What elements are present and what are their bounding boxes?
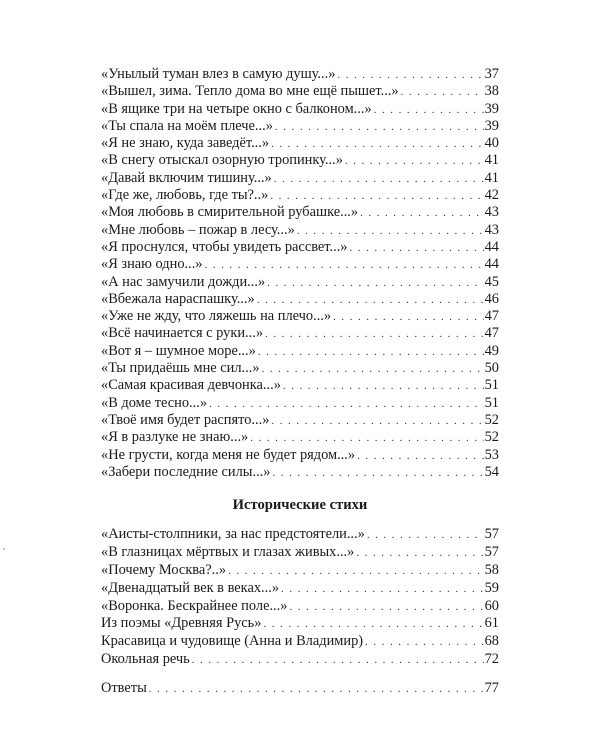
dot-leader (283, 378, 484, 395)
dot-leader (374, 102, 484, 119)
toc-entry-page-number: 39 (484, 100, 499, 117)
toc-entry-page-number: 42 (484, 187, 499, 204)
toc-entry-page-number: 41 (484, 169, 499, 186)
toc-entry-title: «Я проснулся, чтобы увидеть рассвет...» (101, 238, 348, 255)
toc-entry (101, 204, 499, 221)
dot-leader (367, 527, 484, 545)
toc-entry (101, 187, 499, 204)
dot-leader (357, 448, 484, 465)
toc-entry-page-number: 41 (484, 152, 499, 169)
toc-historical-list (101, 526, 499, 669)
toc-entry-title: «В глазницах мёртвых и глазах живых...» (101, 543, 355, 560)
toc-entry (101, 651, 499, 669)
toc-entry (101, 464, 499, 481)
dot-leader (333, 309, 484, 326)
toc-entry (101, 118, 499, 135)
toc-entry (101, 222, 499, 239)
toc-entry (101, 412, 499, 429)
toc-entry-page-number: 61 (484, 615, 499, 632)
toc-entry (101, 395, 499, 412)
toc-entry (101, 447, 499, 464)
toc-entry-title: «Давай включим тишину...» (101, 169, 272, 186)
toc-entry-title: «А нас замучили дожди...» (101, 273, 266, 290)
toc-entry-title: «Вот я – шумное море...» (101, 342, 256, 359)
dot-leader (228, 563, 484, 581)
dot-leader (281, 581, 484, 599)
toc-entry-title: Ответы (101, 680, 147, 696)
toc-answers-list (101, 680, 499, 697)
toc-entry-title: «Где же, любовь, где ты?..» (101, 187, 269, 204)
dot-leader (345, 153, 484, 170)
toc-entry-page-number: 52 (484, 411, 499, 428)
toc-entry (101, 343, 499, 360)
toc-entry-page-number: 44 (484, 238, 499, 255)
toc-entry (101, 615, 499, 633)
toc-entry-title: «Моя любовь в смирительной рубашке...» (101, 204, 359, 221)
toc-entry-page-number: 49 (484, 342, 499, 359)
toc-entry (101, 562, 499, 580)
toc-entry-title: «Ты придаёшь мне сил...» (101, 360, 260, 377)
toc-entry-page-number: 37 (484, 66, 499, 82)
toc-entry-page-number: 77 (484, 680, 499, 696)
toc-entry-page-number: 60 (484, 597, 499, 614)
toc-entry-page-number: 43 (484, 204, 499, 221)
dot-leader (205, 257, 484, 274)
toc-entry (101, 239, 499, 256)
toc-entry (101, 66, 499, 83)
toc-entry-page-number: 39 (484, 117, 499, 134)
dot-leader (258, 344, 484, 361)
dot-leader (274, 171, 484, 188)
dot-leader (265, 326, 484, 343)
toc-entry-page-number: 40 (484, 135, 499, 152)
toc-entry-title: «Воронка. Бескрайнее поле...» (101, 597, 288, 614)
toc-main-list (101, 66, 499, 481)
toc-entry (101, 526, 499, 544)
toc-entry (101, 680, 499, 697)
toc-entry (101, 429, 499, 446)
toc-entry (101, 360, 499, 377)
section-heading: Исторические стихи (232, 497, 368, 513)
toc-entry-title: «В доме тесно...» (101, 394, 208, 411)
toc-entry-title: «Не грусти, когда меня не будет рядом...» (101, 446, 356, 463)
toc-entry (101, 633, 499, 651)
dot-leader (257, 292, 484, 309)
dot-leader (262, 361, 484, 378)
toc-entry-title: «Твоё имя будет распято...» (101, 411, 270, 428)
toc-entry-title: «Унылый туман влез в самую душу...» (101, 66, 336, 82)
toc-entry (101, 135, 499, 152)
dot-leader (192, 652, 484, 670)
toc-entry-title: «Ты спала на моём плече...» (101, 117, 273, 134)
toc-entry-title: «В ящике три на четыре окно с балконом...» (101, 100, 372, 117)
toc-entry-title: «Забери последние силы...» (101, 463, 271, 480)
toc-entry (101, 377, 499, 394)
toc-entry-page-number: 59 (484, 579, 499, 596)
dot-leader (350, 240, 484, 257)
toc-entry-page-number: 53 (484, 446, 499, 463)
dot-leader (365, 634, 484, 652)
toc-entry-title: «Самая красивая девчонка...» (101, 377, 281, 394)
toc-entry-title: Окольная речь (101, 651, 190, 668)
toc-entry (101, 274, 499, 291)
toc-entry-title: «Я не знаю, куда заведёт...» (101, 135, 270, 152)
toc-entry-page-number: 51 (484, 394, 499, 411)
toc-entry (101, 170, 499, 187)
toc-entry-page-number: 50 (484, 360, 499, 377)
toc-entry-page-number: 58 (484, 561, 499, 578)
toc-entry-page-number: 43 (484, 221, 499, 238)
toc-entry-title: «Всё начинается с руки...» (101, 325, 264, 342)
toc-entry-page-number: 72 (484, 651, 499, 668)
toc-entry-page-number: 54 (484, 463, 499, 480)
dot-leader (149, 681, 484, 698)
dot-leader (272, 465, 483, 482)
dot-leader (209, 396, 484, 413)
toc-entry (101, 291, 499, 308)
dot-leader (337, 67, 483, 84)
dot-leader (297, 223, 484, 240)
dot-leader (271, 136, 484, 153)
toc-entry-title: «Я знаю одно...» (101, 256, 203, 273)
toc-entry-title: «Почему Москва?..» (101, 561, 227, 578)
toc-entry (101, 308, 499, 325)
toc-entry-page-number: 57 (484, 543, 499, 560)
dot-leader (360, 205, 484, 222)
toc-entry-title: «В снегу отыскал озорную тропинку...» (101, 152, 343, 169)
dot-leader (356, 545, 483, 563)
dot-leader (275, 119, 484, 136)
scan-speck (3, 548, 5, 550)
dot-leader (289, 599, 483, 617)
toc-entry-title: «Мне любовь – пожар в лесу...» (101, 221, 295, 238)
toc-entry-title: «Я в разлуке не знаю...» (101, 429, 249, 446)
toc-entry-title: «Двенадцатый век в веках...» (101, 579, 280, 596)
toc-entry-page-number: 44 (484, 256, 499, 273)
toc-entry-title: «Вбежала нараспашку...» (101, 290, 255, 307)
toc-entry-title: «Аисты-столпники, за нас предстоятели...» (101, 526, 365, 542)
toc-entry-page-number: 46 (484, 290, 499, 307)
toc-entry (101, 580, 499, 598)
toc-entry-page-number: 38 (484, 83, 499, 100)
toc-entry (101, 152, 499, 169)
dot-leader (401, 84, 484, 101)
toc-entry-page-number: 47 (484, 308, 499, 325)
toc-entry-title: Из поэмы «Древняя Русь» (101, 615, 262, 632)
toc-entry (101, 598, 499, 616)
toc-entry-page-number: 68 (484, 633, 499, 650)
dot-leader (270, 188, 483, 205)
toc-entry-page-number: 47 (484, 325, 499, 342)
toc-entry-title: «Уже не жду, что ляжешь на плечо...» (101, 308, 332, 325)
toc-entry-title: «Вышел, зима. Тепло дома во мне ещё пышет...» (101, 83, 399, 100)
dot-leader (263, 616, 483, 634)
toc-entry (101, 83, 499, 100)
dot-leader (267, 275, 483, 292)
toc-entry-page-number: 51 (484, 377, 499, 394)
toc-entry-title: Красавица и чудовище (Анна и Владимир) (101, 633, 364, 650)
toc-entry (101, 256, 499, 273)
dot-leader (250, 430, 483, 447)
dot-leader (271, 413, 483, 430)
toc-entry (101, 325, 499, 342)
toc-entry-page-number: 45 (484, 273, 499, 290)
toc-entry (101, 544, 499, 562)
toc-entry-page-number: 57 (484, 526, 499, 542)
toc-entry (101, 101, 499, 118)
toc-entry-page-number: 52 (484, 429, 499, 446)
